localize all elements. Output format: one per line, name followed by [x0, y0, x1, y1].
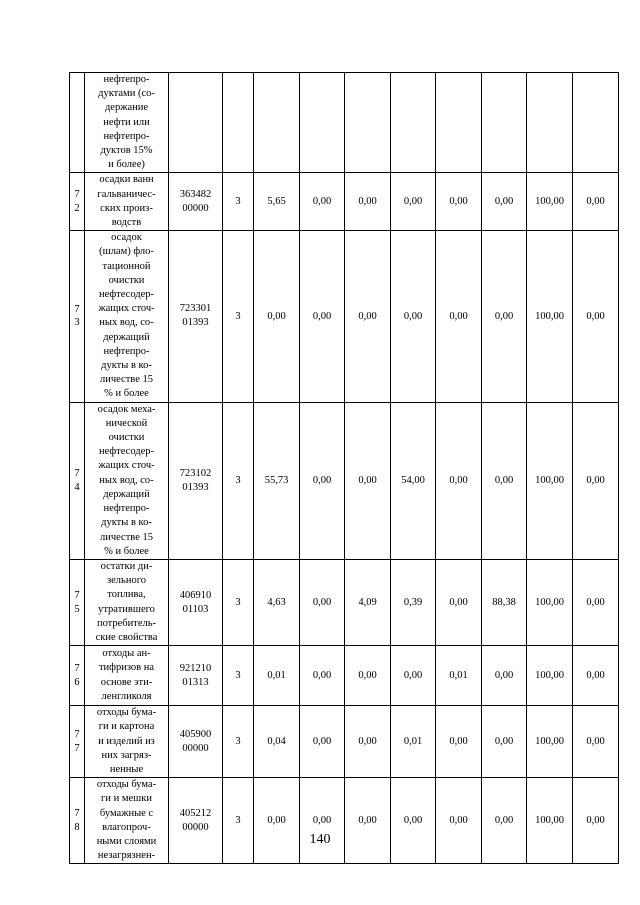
value-cell-5 [436, 73, 482, 173]
hazard-class-cell: 3 [223, 173, 254, 231]
waste-name-cell: отходы бума- ги и мешки бумажные с влагопроч- ными слоями незагрязнен- [85, 778, 169, 864]
row-number-cell: 7 2 [70, 173, 85, 231]
waste-code-cell: 723102 01393 [169, 402, 223, 559]
value-cell-4: 0,00 [391, 173, 436, 231]
value-cell-2: 0,00 [300, 778, 345, 864]
value-cell-5: 0,00 [436, 173, 482, 231]
value-cell-4: 0,39 [391, 559, 436, 645]
row-number-cell: 7 5 [70, 559, 85, 645]
row-number-cell: 7 6 [70, 646, 85, 706]
row-number-cell: 7 3 [70, 231, 85, 402]
value-cell-8: 0,00 [573, 559, 619, 645]
value-cell-4: 0,01 [391, 706, 436, 778]
value-cell-3: 0,00 [345, 706, 391, 778]
table-row [70, 173, 619, 231]
value-cell-4 [391, 73, 436, 173]
hazard-class-cell: 3 [223, 559, 254, 645]
value-cell-1: 0,00 [254, 778, 300, 864]
value-cell-7: 100,00 [527, 402, 573, 559]
page-number: 140 [309, 832, 331, 847]
value-cell-6: 0,00 [482, 778, 527, 864]
value-cell-7: 100,00 [527, 646, 573, 706]
value-cell-5: 0,01 [436, 646, 482, 706]
value-cell-2: 0,00 [300, 231, 345, 402]
waste-name-cell: отходы ан- тифризов на основе эти- ленгликоля [85, 646, 169, 706]
value-cell-5: 0,00 [436, 559, 482, 645]
hazard-class-cell: 3 [223, 231, 254, 402]
waste-name-cell: остатки ди- зельного топлива, утратившего потребитель- ские свойства [85, 559, 169, 645]
value-cell-4: 54,00 [391, 402, 436, 559]
row-number-cell: 7 7 [70, 706, 85, 778]
value-cell-8: 0,00 [573, 646, 619, 706]
value-cell-2: 0,00 [300, 559, 345, 645]
value-cell-3: 0,00 [345, 402, 391, 559]
value-cell-7: 100,00 [527, 778, 573, 864]
value-cell-8: 0,00 [573, 778, 619, 864]
value-cell-6: 0,00 [482, 646, 527, 706]
value-cell-3: 4,09 [345, 559, 391, 645]
waste-name-cell: отходы бума- ги и картона и изделий из них загряз- ненные [85, 706, 169, 778]
table-row [70, 778, 619, 864]
value-cell-5: 0,00 [436, 231, 482, 402]
value-cell-1: 0,00 [254, 231, 300, 402]
value-cell-8 [573, 73, 619, 173]
table-row [70, 402, 619, 559]
value-cell-3: 0,00 [345, 646, 391, 706]
value-cell-6 [482, 73, 527, 173]
table-row [70, 706, 619, 778]
value-cell-7: 100,00 [527, 706, 573, 778]
waste-table [69, 72, 619, 864]
hazard-class-cell: 3 [223, 402, 254, 559]
value-cell-3 [345, 73, 391, 173]
value-cell-6: 0,00 [482, 706, 527, 778]
waste-code-cell: 406910 01103 [169, 559, 223, 645]
hazard-class-cell: 3 [223, 778, 254, 864]
value-cell-5: 0,00 [436, 402, 482, 559]
value-cell-1: 5,65 [254, 173, 300, 231]
table-row [70, 559, 619, 645]
table-row [70, 73, 619, 173]
value-cell-7: 100,00 [527, 173, 573, 231]
hazard-class-cell: 3 [223, 646, 254, 706]
hazard-class-cell: 3 [223, 706, 254, 778]
waste-code-cell: 921210 01313 [169, 646, 223, 706]
value-cell-8: 0,00 [573, 173, 619, 231]
waste-code-cell: 723301 01393 [169, 231, 223, 402]
value-cell-3: 0,00 [345, 778, 391, 864]
value-cell-2: 0,00 [300, 706, 345, 778]
row-number-cell [70, 73, 85, 173]
table-row [70, 231, 619, 402]
value-cell-8: 0,00 [573, 706, 619, 778]
row-number-cell: 7 4 [70, 402, 85, 559]
value-cell-1: 4,63 [254, 559, 300, 645]
value-cell-4: 0,00 [391, 646, 436, 706]
table-row [70, 646, 619, 706]
value-cell-6: 88,38 [482, 559, 527, 645]
waste-name-cell: осадки ванн гальваничес- ских произ- водств [85, 173, 169, 231]
value-cell-8: 0,00 [573, 402, 619, 559]
value-cell-1: 0,01 [254, 646, 300, 706]
value-cell-5: 0,00 [436, 778, 482, 864]
waste-name-cell: осадок меха- нической очистки нефтесодер- жащих сточ- ных вод, со- держащий нефтепро- дукты в ко- личестве 15 % и более [85, 402, 169, 559]
value-cell-1 [254, 73, 300, 173]
value-cell-7: 100,00 [527, 559, 573, 645]
row-number-cell: 7 8 [70, 778, 85, 864]
waste-code-cell: 405900 00000 [169, 706, 223, 778]
value-cell-8: 0,00 [573, 231, 619, 402]
value-cell-1: 0,04 [254, 706, 300, 778]
waste-name-cell: нефтепро- дуктами (со- держание нефти или нефтепро- дуктов 15% и более) [85, 73, 169, 173]
value-cell-5: 0,00 [436, 706, 482, 778]
waste-code-cell: 363482 00000 [169, 173, 223, 231]
waste-name-cell: осадок (шлам) фло- тационной очистки нефтесодер- жащих сточ- ных вод, со- держащий нефтепро- дукты в ко- личестве 15 % и более [85, 231, 169, 402]
value-cell-7 [527, 73, 573, 173]
value-cell-6: 0,00 [482, 231, 527, 402]
value-cell-1: 55,73 [254, 402, 300, 559]
value-cell-4: 0,00 [391, 778, 436, 864]
waste-code-cell: 405212 00000 [169, 778, 223, 864]
waste-code-cell [169, 73, 223, 173]
value-cell-4: 0,00 [391, 231, 436, 402]
value-cell-6: 0,00 [482, 402, 527, 559]
value-cell-2: 0,00 [300, 173, 345, 231]
value-cell-6: 0,00 [482, 173, 527, 231]
value-cell-3: 0,00 [345, 173, 391, 231]
value-cell-7: 100,00 [527, 231, 573, 402]
value-cell-2: 0,00 [300, 402, 345, 559]
hazard-class-cell [223, 73, 254, 173]
value-cell-2 [300, 73, 345, 173]
value-cell-2: 0,00 [300, 646, 345, 706]
value-cell-3: 0,00 [345, 231, 391, 402]
